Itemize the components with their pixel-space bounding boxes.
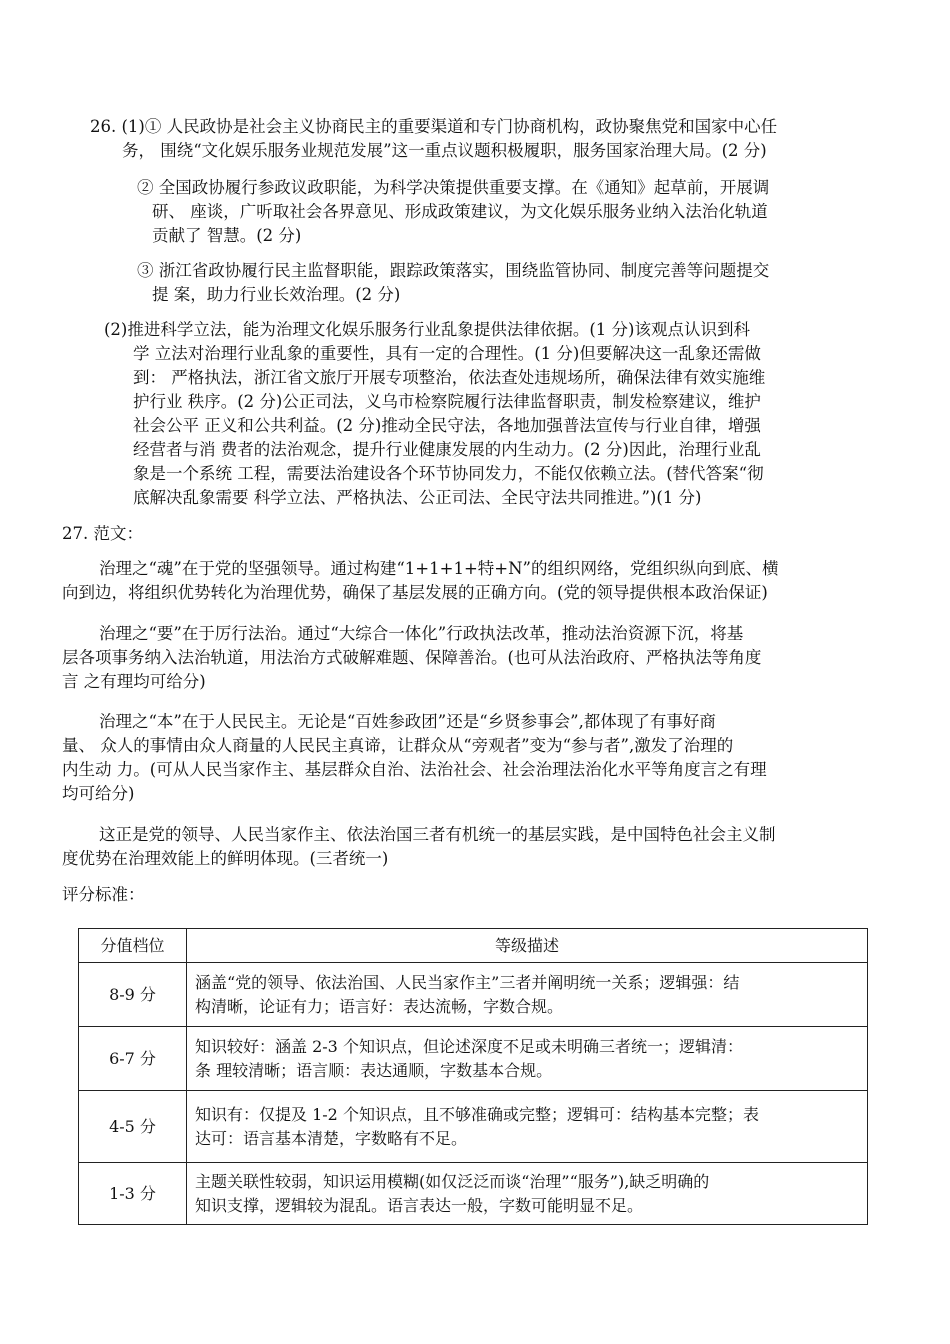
text-line: 主题关联性较弱，知识运用模糊(如仅泛泛而谈“治理”“服务”),缺乏明确的	[195, 1171, 710, 1191]
q27-para3	[62, 710, 767, 806]
table-header-row	[79, 929, 868, 963]
text-line: 知识支撑，逻辑较为混乱。语言表达一般，字数可能明显不足。	[195, 1195, 644, 1215]
q27-para2	[62, 622, 761, 694]
heading-text: 27. 范文：	[62, 524, 143, 543]
text-line: 层各项事务纳入法治轨道，用法治方式破解难题、保障善治。(也可从法治政府、严格执法等角度	[62, 648, 762, 667]
table-row	[79, 1091, 868, 1163]
text-line: ③ 浙江省政协履行民主监督职能，跟踪政策落实，围绕监管协同、制度完善等问题提交	[137, 261, 770, 280]
text-line: 护行业 秩序。(2 分)公正司法，义乌市检察院履行法律监督职责，制发检察建议，维护	[133, 392, 761, 411]
text-line: 量、 众人的事情由众人商量的人民民主真谛，让群众从“旁观者”变为“参与者”,激发了治理的	[62, 736, 734, 755]
text-line: 务， 围绕“文化娱乐服务业规范发展”这一重点议题积极履职，服务国家治理大局。(2 分)	[122, 141, 767, 160]
q27-heading	[62, 522, 143, 546]
text-line: 构清晰，论证有力；语言好：表达流畅，字数合规。	[195, 996, 564, 1016]
text-line: 象是一个系统 工程，需要法治建设各个环节协同发力，不能仅依赖立法。(替代答案“彻	[133, 464, 764, 483]
text-line: 知识较好：涵盖 2-3 个知识点，但论述深度不足或未明确三者统一；逻辑清：	[195, 1036, 743, 1056]
text-line: ② 全国政协履行参政议政职能，为科学决策提供重要支撑。在《通知》起草前，开展调	[137, 178, 770, 197]
description-cell	[187, 1091, 868, 1163]
text-line: 治理之“本”在于人民民主。无论是“百姓参政团”还是“乡贤参事会”,都体现了有事好商	[99, 712, 716, 731]
text-line: 达可：语言基本清楚，字数略有不足。	[195, 1128, 468, 1148]
score-cell: 4-5 分	[79, 1091, 187, 1163]
q26-part1-item2	[137, 176, 769, 248]
text-line: 社会公平 正义和公共利益。(2 分)推动全民守法，各地加强普法宣传与行业自律，增强	[133, 416, 761, 435]
text-line: (2)推进科学立法，能为治理文化娱乐服务行业乱象提供法律依据。(1 分)该观点认识到科	[104, 320, 750, 339]
q26-part1-item3	[137, 259, 769, 307]
description-cell	[187, 1027, 868, 1091]
text-line: 经营者与消 费者的法治观念，提升行业健康发展的内生动力。(2 分)因此，治理行业乱	[133, 440, 761, 459]
header-description: 等级描述	[187, 929, 868, 963]
text-line: 26. (1)① 人民政协是社会主义协商民主的重要渠道和专门协商机构，政协聚焦党和国家中心任	[90, 117, 778, 136]
text-line: 到： 严格执法，浙江省文旅厅开展专项整治，依法查处违规场所，确保法律有效实施维	[133, 368, 766, 387]
text-line: 均可给分)	[62, 784, 135, 803]
score-cell: 1-3 分	[79, 1163, 187, 1225]
text-line: 条 理较清晰；语言顺：表达通顺，字数基本合规。	[195, 1060, 553, 1080]
q26-part1-item1	[90, 115, 777, 163]
text-line: 内生动 力。(可从人民当家作主、基层群众自治、法治社会、社会治理法治化水平等角度言之有理	[62, 760, 767, 779]
text-line: 学 立法对治理行业乱象的重要性，具有一定的合理性。(1 分)但要解决这一乱象还需做	[133, 344, 761, 363]
table-row	[79, 1163, 868, 1225]
criteria-label-text: 评分标准：	[62, 885, 145, 904]
text-line: 提 案，助力行业长效治理。(2 分)	[152, 285, 401, 304]
text-line: 研、 座谈，广听取社会各界意见、形成政策建议，为文化娱乐服务业纳入法治化轨道	[152, 202, 768, 221]
text-line: 贡献了 智慧。(2 分)	[152, 226, 302, 245]
q27-para1	[62, 557, 778, 605]
text-line: 向到边，将组织优势转化为治理优势，确保了基层发展的正确方向。(党的领导提供根本政治保证)	[62, 583, 768, 602]
grading-table	[78, 928, 868, 1225]
criteria-label	[62, 883, 145, 907]
score-cell: 6-7 分	[79, 1027, 187, 1091]
table-row	[79, 1027, 868, 1091]
text-line: 度优势在治理效能上的鲜明体现。(三者统一)	[62, 849, 389, 868]
q27-para4	[62, 823, 776, 871]
text-line: 这正是党的领导、人民当家作主、依法治国三者有机统一的基层实践，是中国特色社会主义制	[99, 825, 776, 844]
text-line: 治理之“魂”在于党的坚强领导。通过构建“1+1+1+特+N”的组织网络，党组织纵向到底、横	[99, 559, 779, 578]
description-cell	[187, 963, 868, 1027]
header-score: 分值档位	[79, 929, 187, 963]
score-cell: 8-9 分	[79, 963, 187, 1027]
table-row	[79, 963, 868, 1027]
text-line: 涵盖“党的领导、依法治国、人民当家作主”三者并阐明统一关系；逻辑强：结	[195, 972, 740, 992]
text-line: 底解决乱象需要 科学立法、严格执法、公正司法、全民守法共同推进。”)(1 分)	[133, 488, 702, 507]
text-line: 言 之有理均可给分)	[62, 672, 206, 691]
text-line: 治理之“要”在于厉行法治。通过“大综合一体化”行政执法改革，推动法治资源下沉，将基	[99, 624, 744, 643]
text-line: 知识有：仅提及 1-2 个知识点，且不够准确或完整；逻辑可：结构基本完整；表	[195, 1104, 759, 1124]
description-cell	[187, 1163, 868, 1225]
q26-part2	[104, 318, 765, 510]
